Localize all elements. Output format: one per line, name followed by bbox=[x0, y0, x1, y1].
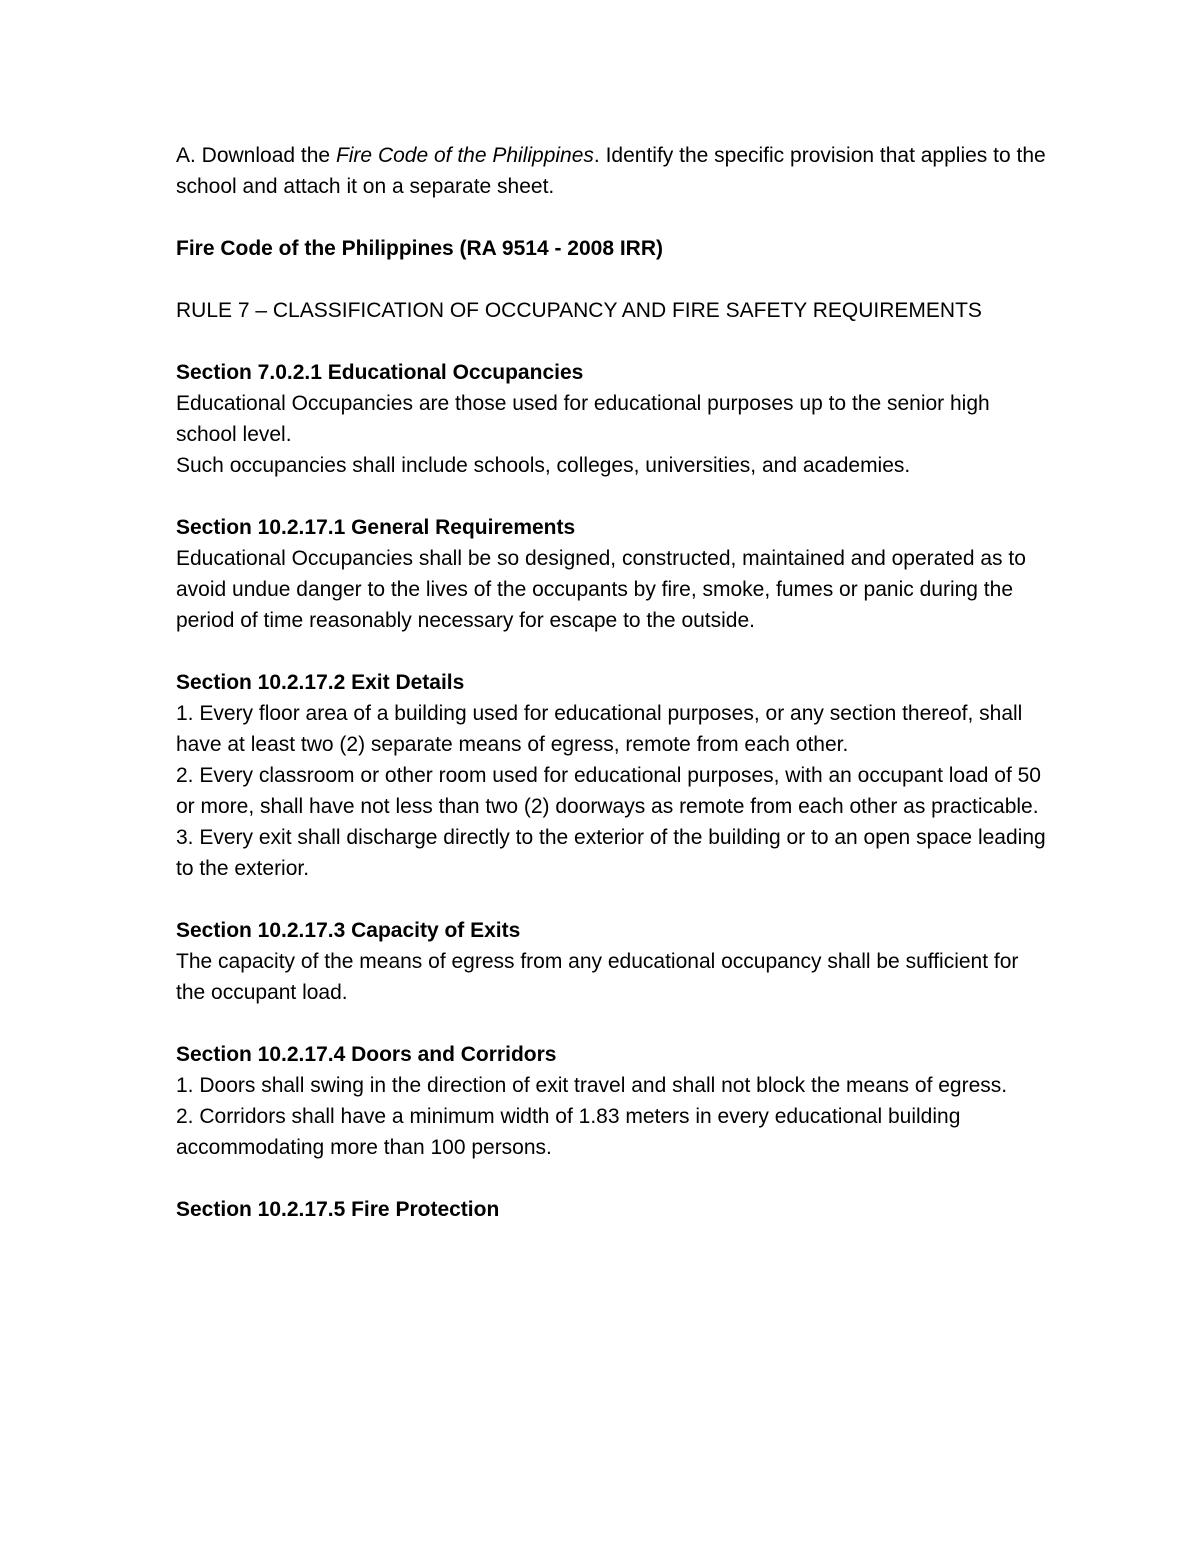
section-capacity-of-exits bbox=[176, 915, 1046, 1008]
section-exit-details bbox=[176, 667, 1046, 884]
section-text: 2. Corridors shall have a minimum width of 1.83 meters in every educational building accommodating more than 100 persons. bbox=[176, 1105, 961, 1159]
spacer bbox=[176, 636, 1046, 667]
section-text: 1. Doors shall swing in the direction of exit travel and shall not block the means of egress. bbox=[176, 1074, 1008, 1097]
section-heading: Section 10.2.17.5 Fire Protection bbox=[176, 1198, 500, 1221]
spacer bbox=[176, 326, 1046, 357]
spacer bbox=[176, 202, 1046, 233]
spacer bbox=[176, 1163, 1046, 1194]
instruction-suffix: . Identify the specific provision that applies to the school and attach it on a separate sheet. bbox=[176, 144, 1046, 198]
instruction-prefix: A. Download the bbox=[176, 144, 336, 167]
spacer bbox=[176, 481, 1046, 512]
section-fire-protection bbox=[176, 1194, 1046, 1225]
section-heading: Section 10.2.17.3 Capacity of Exits bbox=[176, 919, 521, 942]
spacer bbox=[176, 1008, 1046, 1039]
section-heading: Section 10.2.17.1 General Requirements bbox=[176, 516, 576, 539]
section-text: Such occupancies shall include schools, colleges, universities, and academies. bbox=[176, 454, 911, 477]
rule-heading: RULE 7 – CLASSIFICATION OF OCCUPANCY AND FIRE SAFETY REQUIREMENTS bbox=[176, 299, 982, 322]
spacer bbox=[176, 264, 1046, 295]
section-text: Educational Occupancies are those used for educational purposes up to the senior high school level. bbox=[176, 392, 990, 446]
section-text: 3. Every exit shall discharge directly to the exterior of the building or to an open space leading to the exterior. bbox=[176, 826, 1046, 880]
section-general-requirements bbox=[176, 512, 1046, 636]
section-text: 2. Every classroom or other room used for educational purposes, with an occupant load of 50 or more, shall have not less than two (2) doorways as remote from each other as practicable. bbox=[176, 764, 1041, 818]
section-text: Educational Occupancies shall be so designed, constructed, maintained and operated as to avoid undue danger to the lives of the occupants by fire, smoke, fumes or panic during the period of time reasonably necessary for escape to the outside. bbox=[176, 547, 1026, 632]
section-text: The capacity of the means of egress from any educational occupancy shall be sufficient for the occupant load. bbox=[176, 950, 1019, 1004]
section-doors-and-corridors bbox=[176, 1039, 1046, 1163]
document-page bbox=[176, 140, 1046, 1225]
document-title: Fire Code of the Philippines (RA 9514 - 2008 IRR) bbox=[176, 237, 663, 260]
instruction-title-italic: Fire Code of the Philippines bbox=[335, 144, 594, 167]
section-heading: Section 7.0.2.1 Educational Occupancies bbox=[176, 361, 584, 384]
section-heading: Section 10.2.17.4 Doors and Corridors bbox=[176, 1043, 557, 1066]
section-text: 1. Every floor area of a building used for educational purposes, or any section thereof, shall have at least two (2) separate means of egress, remote from each other. bbox=[176, 702, 1023, 756]
instruction-paragraph bbox=[176, 140, 1046, 202]
section-heading: Section 10.2.17.2 Exit Details bbox=[176, 671, 465, 694]
section-educational-occupancies bbox=[176, 357, 1046, 481]
spacer bbox=[176, 884, 1046, 915]
